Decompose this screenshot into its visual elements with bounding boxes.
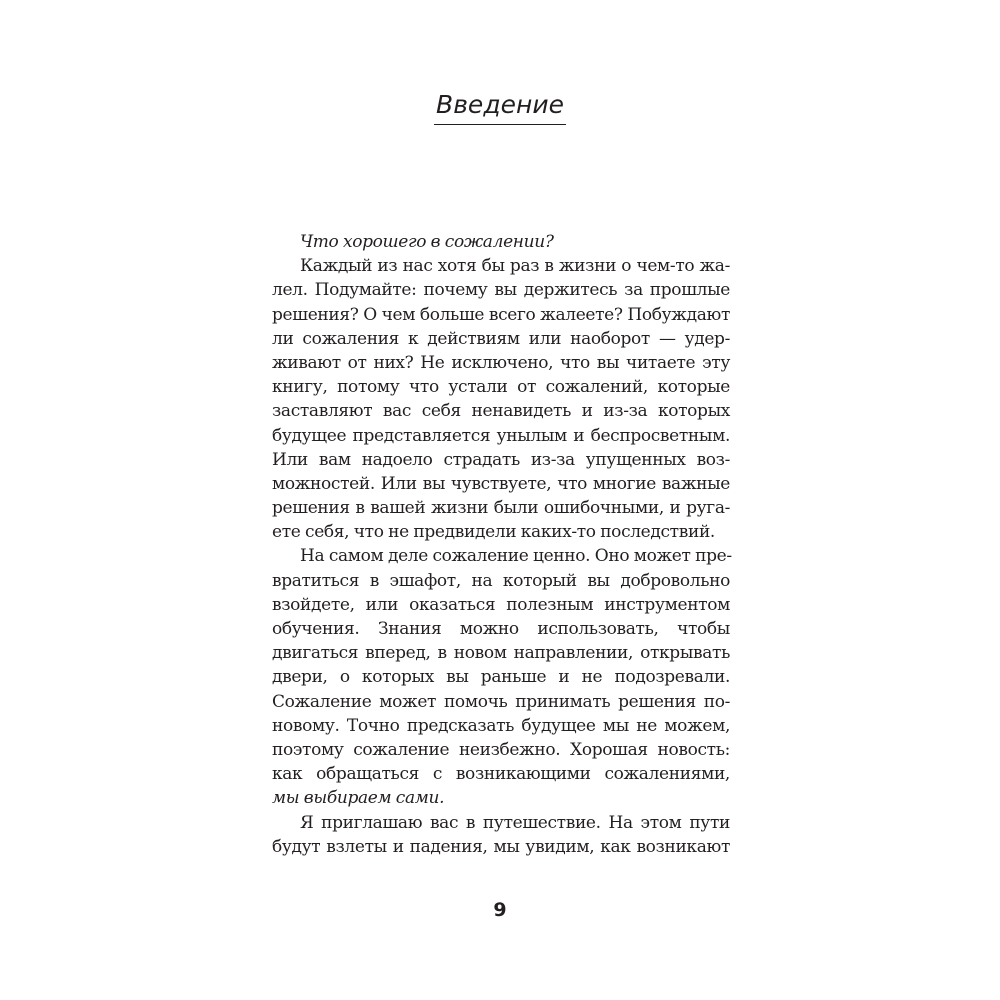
paragraph-1-line-6: книгу, потому что устали от сожалений, которые — [272, 377, 730, 398]
paragraph-2-line-9: поэтому сожаление неизбежно. Хорошая новость: — [272, 739, 730, 760]
paragraph-2-line-8: новому. Точно предсказать будущее мы не можем, — [272, 715, 730, 736]
paragraph-1-line-9: Или вам надоело страдать из-за упущенных воз- — [272, 449, 730, 470]
paragraph-2-line-10: как обращаться с возникающими сожалениями, — [272, 764, 730, 785]
paragraph-2-line-1: На самом деле сожаление ценно. Оно может пре- — [300, 546, 732, 567]
subheading: Что хорошего в сожалении? — [300, 232, 554, 252]
paragraph-1-line-5: живают от них? Не исключено, что вы читаете эту — [272, 352, 730, 373]
paragraph-3-line-1: Я приглашаю вас в путешествие. На этом пути — [300, 812, 730, 833]
paragraph-1-line-8: будущее представляется унылым и беспросветным. — [272, 425, 730, 446]
paragraph-2-line-3: взойдете, или оказаться полезным инструментом — [272, 594, 730, 615]
paragraph-3-line-2: будут взлеты и падения, мы увидим, как возникают — [272, 836, 730, 857]
paragraph-2-line-7: Сожаление может помочь принимать решения по- — [272, 691, 730, 712]
paragraph-1-line-3: решения? О чем больше всего жалеете? Побуждают — [272, 304, 730, 325]
paragraph-1-line-1: Каждый из нас хотя бы раз в жизни о чем-то жа- — [300, 256, 730, 277]
paragraph-1-line-2: лел. Подумайте: почему вы держитесь за прошлые — [272, 280, 730, 301]
paragraph-1-line-12: ете себя, что не предвидели каких-то последствий. — [272, 522, 715, 543]
paragraph-1-line-4: ли сожаления к действиям или наоборот — удер- — [272, 328, 730, 349]
chapter-title — [0, 84, 1000, 125]
paragraph-1-line-11: решения в вашей жизни были ошибочными, и руга- — [272, 498, 730, 519]
page-number: 9 — [493, 899, 507, 921]
paragraph-1-line-7: заставляют вас себя ненавидеть и из-за которых — [272, 401, 730, 422]
chapter-title-text: Введение — [434, 87, 566, 125]
paragraph-2-line-6: двери, о которых вы раньше и не подозревали. — [272, 667, 730, 688]
paragraph-2-line-5: двигаться вперед, в новом направлении, открывать — [272, 643, 730, 664]
body-text — [272, 230, 730, 859]
paragraph-2-line-4: обучения. Знания можно использовать, чтобы — [272, 619, 730, 639]
paragraph-2-line-2: вратиться в эшафот, на который вы добровольно — [272, 570, 730, 591]
paragraph-2-line-11: мы выбираем сами. — [272, 788, 445, 809]
paragraph-1-line-10: можностей. Или вы чувствуете, что многие важные — [272, 473, 730, 494]
